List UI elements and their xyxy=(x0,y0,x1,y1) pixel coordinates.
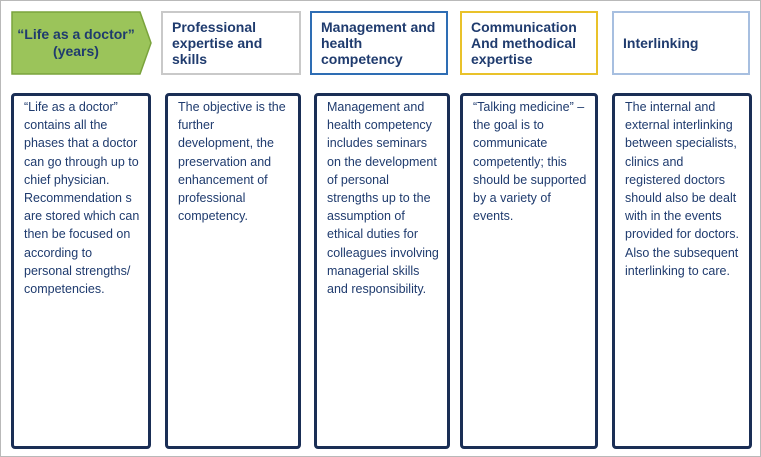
header-communication xyxy=(460,11,598,75)
header-label: Communication And methodical expertise xyxy=(471,19,577,67)
header-interlinking xyxy=(612,11,750,75)
card-communication: “Talking medicine” – the goal is to communicate competently; this should be supported by a variety of events. xyxy=(460,93,598,449)
header-line-1: “Life as a doctor” xyxy=(17,26,135,42)
header-life-as-a-doctor xyxy=(11,11,152,75)
card-professional-expertise: The objective is the further development, the preservation and enhancement of professional competency. xyxy=(165,93,301,449)
card-management-health: Management and health competency includes seminars on the development of personal strengths up to the assumption of ethical duties for colleagues involving managerial skills and responsibility. xyxy=(314,93,450,449)
card-life-as-a-doctor: “Life as a doctor” contains all the phases that a doctor can go through up to chief physician. Recommendation s are stored which can then be focused on according to personal strengths/ competencies. xyxy=(11,93,151,449)
header-line-2: (years) xyxy=(53,43,99,59)
header-label: Professional expertise and skills xyxy=(172,19,263,67)
header-label: Interlinking xyxy=(623,35,699,51)
card-interlinking: The internal and external interlinking between specialists, clinics and registered doctors should also be dealt with in the events provided for doctors. Also the subsequent interlinking to care. xyxy=(612,93,752,449)
header-professional-expertise xyxy=(161,11,301,75)
header-label: Management and health competency xyxy=(321,19,436,67)
header-management-health xyxy=(310,11,448,75)
header-label xyxy=(11,11,141,75)
